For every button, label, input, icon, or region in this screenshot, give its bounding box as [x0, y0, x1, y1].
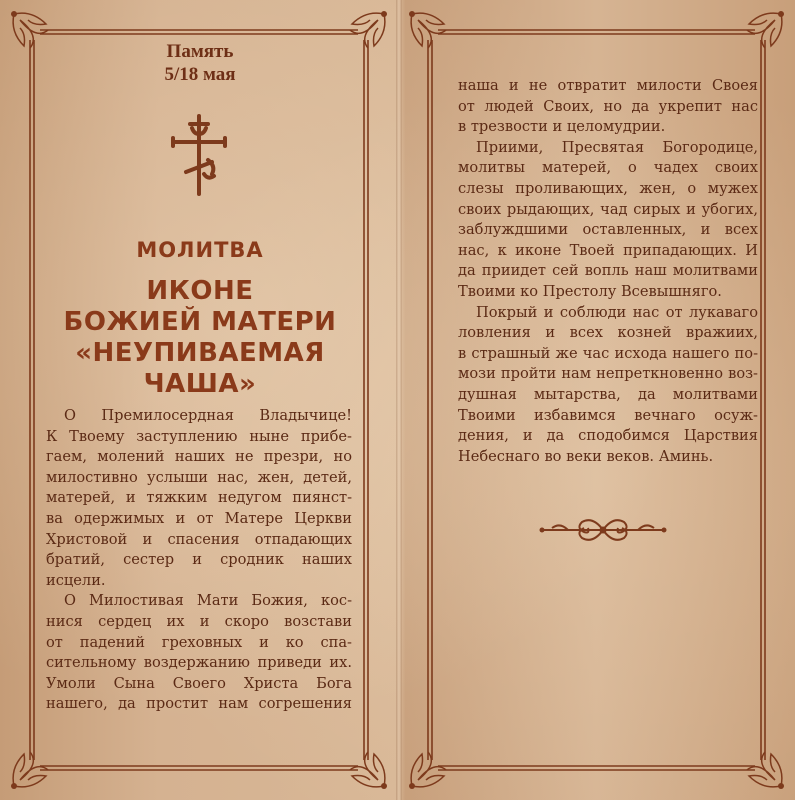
text-line: Умоли Сына Своего Христа Бога	[46, 674, 352, 692]
text-line: матерей, и тяжким недугом пиянст-	[46, 489, 352, 507]
text-line: нас, к иконе Твоей припадающих. И	[458, 241, 758, 259]
text-line: нися сердец их и скоро возстави	[46, 612, 352, 630]
text-line: нашего, да простит нам согрешения	[46, 695, 352, 713]
text-line: О Милостивая Мати Божия, кос-	[64, 592, 352, 610]
text-line: своих рыдающих, чад сирых и убогих,	[458, 200, 758, 218]
text-line: Покрый и соблюди нас от лукаваго	[476, 303, 758, 321]
text-line: Твоими ко Престолу Всевышняго.	[458, 282, 722, 300]
text-line: да приидет сей вопль наш молитвами	[458, 262, 758, 280]
text-line: ловления и всех козней вражиих,	[458, 324, 758, 342]
text-line: в страшный же час исхода нашего по-	[458, 344, 758, 362]
icon-title-line: БОЖИЕЙ МАТЕРИ	[63, 307, 337, 337]
text-line: Приими, Пресвятая Богородице,	[476, 138, 758, 156]
text-line: милостивно услыши нас, жен, детей,	[46, 468, 352, 486]
text-line: заблуждшими оставленных, и всех	[458, 221, 758, 239]
right-prayer-text	[458, 76, 758, 467]
text-line: ва одержимых и от Матере Церкви	[46, 509, 352, 527]
memory-date-block	[100, 40, 300, 86]
icon-title	[40, 276, 360, 400]
icon-title-line: ЧАША»	[143, 369, 257, 399]
text-line: братий, сестер и сродник наших	[46, 551, 352, 569]
memory-label: Память	[166, 41, 234, 62]
text-line: К Твоему заступлению ныне прибе-	[46, 427, 352, 445]
text-line: молитвы матерей, о чадех своих	[458, 159, 758, 177]
text-line: дения, и да сподобимся Царствия	[458, 427, 758, 445]
text-line: от людей Своих, но да укрепит нас	[458, 97, 758, 115]
text-line: гаем, молений наших не презри, но	[46, 448, 352, 466]
floral-divider-icon	[538, 512, 668, 548]
text-line: душная мытарства, да молитвами	[458, 385, 758, 403]
right-page	[398, 0, 795, 800]
text-line: слезы проливающих, жен, о мужех	[458, 179, 758, 197]
orthodox-cross-icon	[168, 112, 230, 198]
text-line: Христовой и спасения отпадающих	[46, 530, 352, 548]
left-prayer-text	[46, 406, 352, 715]
text-line: сительному воздержанию приведи их.	[46, 654, 352, 672]
icon-title-line: «НЕУПИВАЕМАЯ	[75, 338, 325, 368]
icon-title-line: ИКОНЕ	[146, 276, 254, 306]
text-line: Твоими избавимся вечнаго осуж-	[458, 406, 758, 424]
text-line: исцели.	[46, 571, 106, 589]
text-line: Небеснаго во веки веков. Аминь.	[458, 447, 714, 465]
text-line: мози пройти нам непреткновенно воз-	[458, 365, 758, 383]
text-line: наша и не отвратит милости Своея	[458, 77, 758, 94]
memory-date: 5/18 мая	[164, 64, 236, 85]
text-line: от падений греховных и ко спа-	[46, 633, 352, 651]
prayer-heading: МОЛИТВА	[136, 238, 264, 262]
text-line: в трезвости и целомудрии.	[458, 118, 666, 136]
text-line: О Премилосердная Владычице!	[64, 407, 352, 424]
